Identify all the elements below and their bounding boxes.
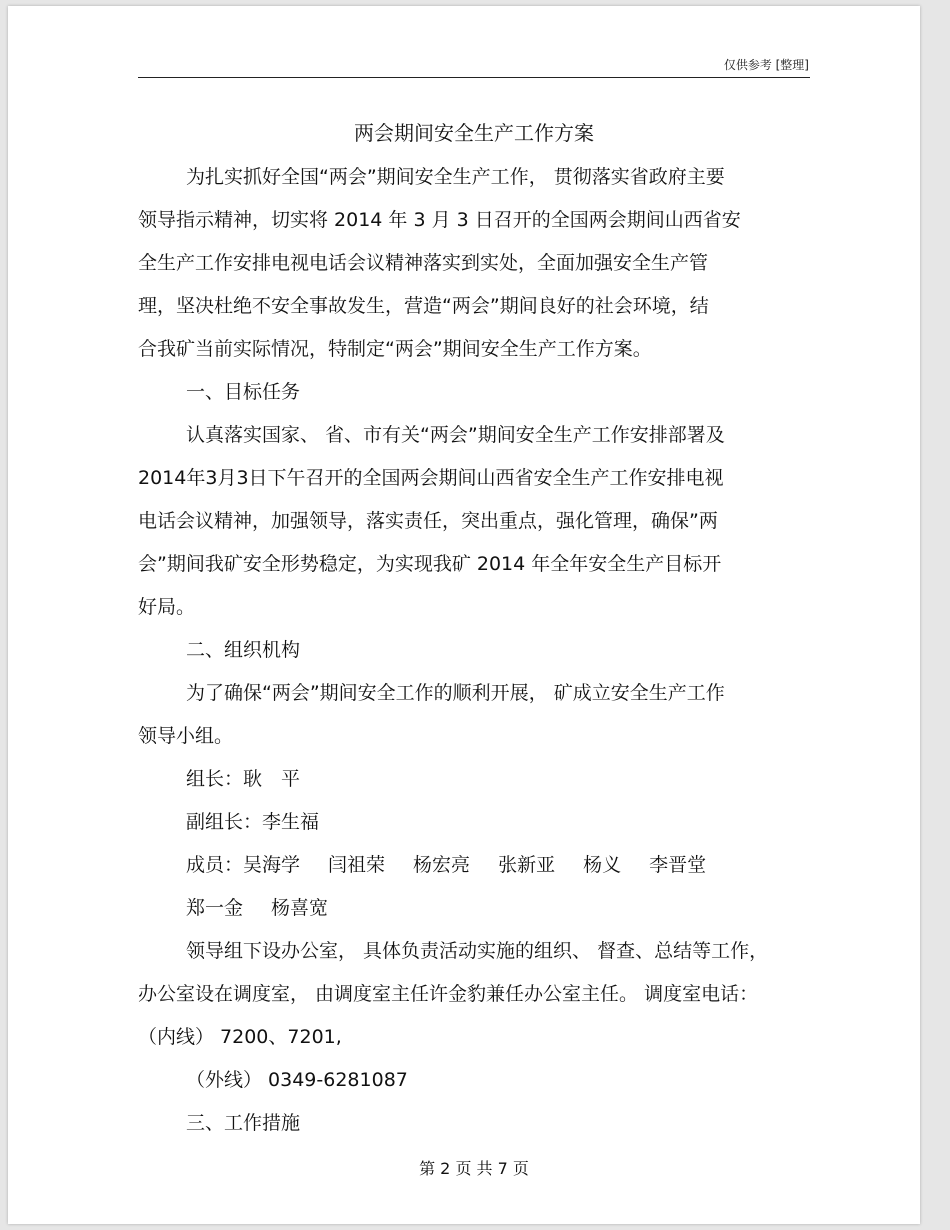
goals-line: 会”期间我矿安全形势稳定，为实现我矿 2014 年全年安全生产目标开 bbox=[138, 553, 722, 575]
intro-line: 理，坚决杜绝不安全事故发生，营造“两会”期间良好的社会环境，结 bbox=[138, 295, 709, 317]
document-body bbox=[138, 156, 810, 1145]
organization-line: 为了确保“两会”期间安全工作的顺利开展， 矿成立安全生产工作 bbox=[186, 682, 725, 704]
goals-line: 认真落实国家、 省、市有关“两会”期间安全生产工作安排部署及 bbox=[186, 424, 725, 446]
member-name: 吴海学 bbox=[243, 854, 301, 876]
outside-phone-line: （外线） 0349-6281087 bbox=[186, 1069, 408, 1091]
member-name: 李晋堂 bbox=[649, 854, 707, 876]
leader-line bbox=[138, 758, 810, 801]
section-heading-measures: 三、工作措施 bbox=[186, 1112, 301, 1134]
member-name: 杨宏亮 bbox=[413, 854, 471, 876]
members-label: 成员： bbox=[186, 854, 244, 876]
goals-line: 好局。 bbox=[138, 596, 196, 618]
office-line: 领导组下设办公室， 具体负责活动实施的组织、 督查、总结等工作， bbox=[186, 940, 769, 962]
intro-line: 全生产工作安排电视电话会议精神落实到实处，全面加强安全生产管 bbox=[138, 252, 709, 274]
section-heading-organization: 二、组织机构 bbox=[186, 639, 301, 661]
document-title: 两会期间安全生产工作方案 bbox=[354, 121, 594, 145]
goals-line: 电话会议精神，加强领导，落实责任，突出重点，强化管理，确保”两 bbox=[138, 510, 718, 532]
header-note: 仅供参考 [整理] bbox=[723, 58, 809, 72]
deputy-name: 李生福 bbox=[262, 811, 320, 833]
office-line: 办公室设在调度室， 由调度室主任许金豹兼任办公室主任。 调度室电话： bbox=[138, 983, 759, 1005]
goals-line: 2014年3月3日下午召开的全国两会期间山西省安全生产工作安排电视 bbox=[138, 467, 724, 489]
deputy-label: 副组长： bbox=[186, 811, 263, 833]
intro-line: 为扎实抓好全国“两会”期间安全生产工作， 贯彻落实省政府主要 bbox=[186, 166, 725, 188]
member-name: 郑一金 bbox=[186, 897, 244, 919]
member-name: 杨义 bbox=[583, 854, 622, 876]
deputy-line bbox=[138, 801, 810, 844]
member-name: 闫祖荣 bbox=[328, 854, 386, 876]
intro-line: 领导指示精神，切实将 2014 年 3 月 3 日召开的全国两会期间山西省安 bbox=[138, 209, 741, 231]
members-line bbox=[138, 844, 810, 887]
page-number: 第 2 页 共 7 页 bbox=[419, 1159, 529, 1178]
document-page bbox=[8, 6, 920, 1224]
leader-name: 耿 平 bbox=[243, 768, 301, 790]
member-name: 张新亚 bbox=[498, 854, 556, 876]
leader-label: 组长： bbox=[186, 768, 244, 790]
intro-line: 合我矿当前实际情况，特制定“两会”期间安全生产工作方案。 bbox=[138, 338, 652, 360]
header-rule bbox=[138, 77, 810, 78]
organization-line: 领导小组。 bbox=[138, 725, 234, 747]
office-line: （内线） 7200、7201, bbox=[138, 1026, 342, 1048]
member-name: 杨喜宽 bbox=[271, 897, 329, 919]
members-line-2 bbox=[138, 887, 810, 930]
section-heading-goals: 一、目标任务 bbox=[186, 381, 301, 403]
